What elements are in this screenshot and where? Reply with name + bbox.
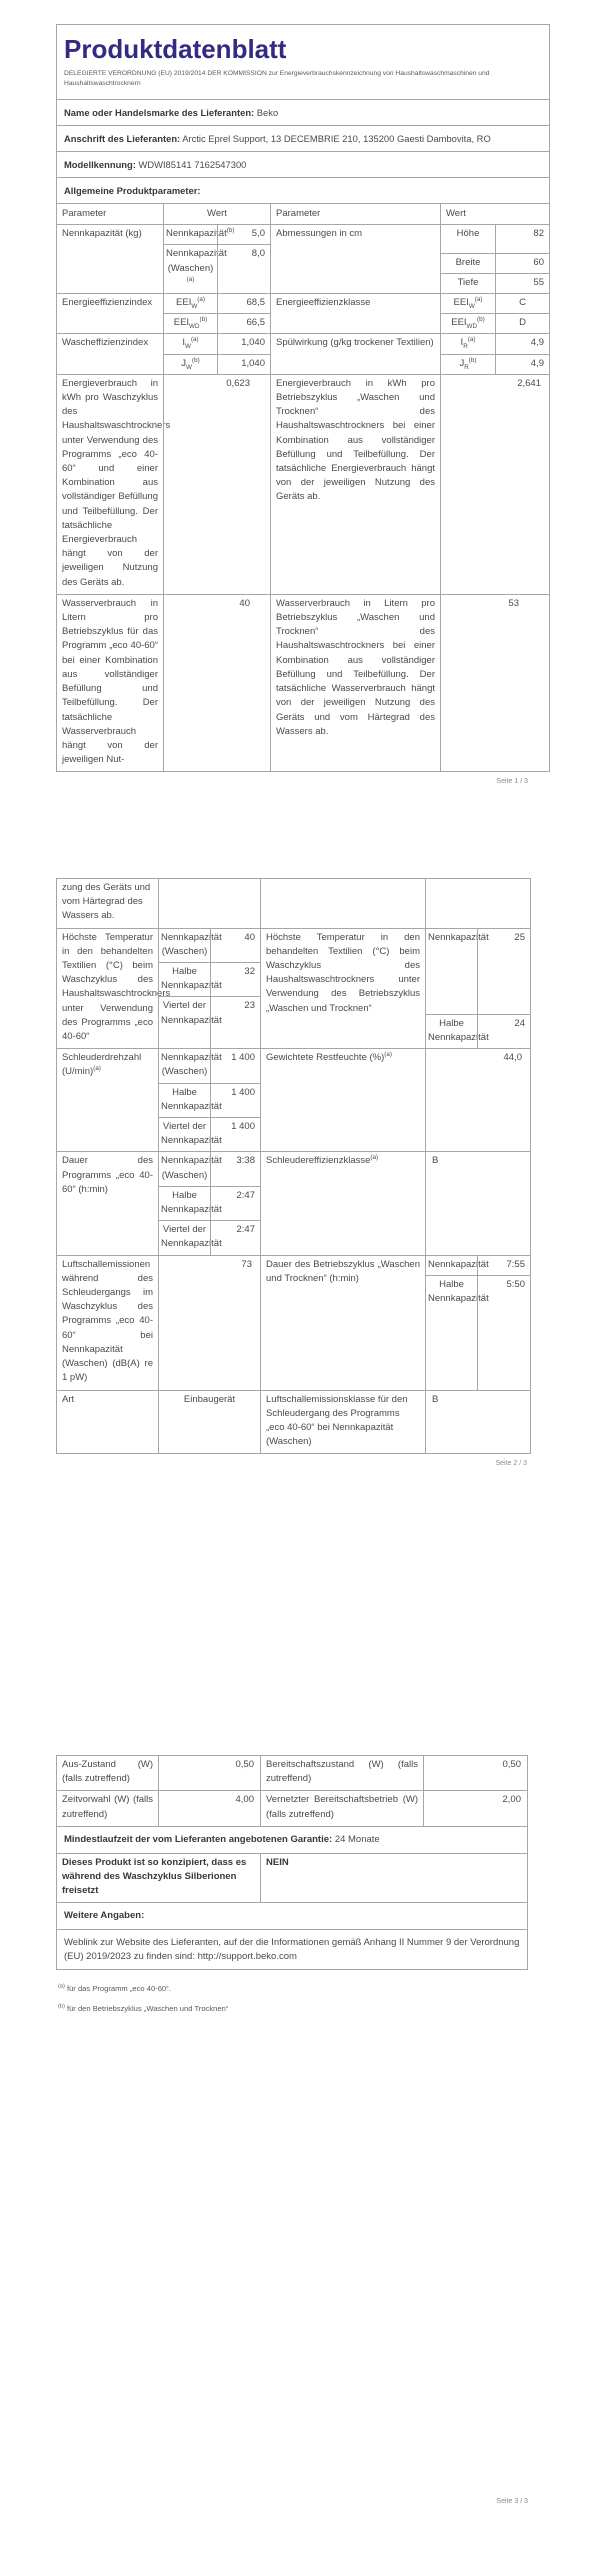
param-cell: Abmessungen in cm xyxy=(270,225,440,293)
page-1 xyxy=(56,24,550,785)
wert-cell xyxy=(158,1049,260,1151)
param-cell: Wascheffizienzindex xyxy=(62,337,149,349)
more-info-row xyxy=(57,1902,527,1929)
param-cell: Luftschallemissionsklasse für den Schleudergang des Programms „eco 40-60“ bei Nennkapazität (Waschen) xyxy=(260,1391,425,1454)
datasheet-box xyxy=(56,24,550,772)
sub-label: Nennkapazität (Waschen) xyxy=(161,1052,222,1078)
sub-row xyxy=(159,962,260,996)
table-row-energieeffizienz xyxy=(57,293,549,333)
datasheet-box-page3 xyxy=(56,1755,528,1970)
sub-value: 5:50 xyxy=(477,1276,530,1390)
sub-label: Nennkapazität xyxy=(428,931,489,943)
general-params-label: Allgemeine Produktparameter: xyxy=(64,185,201,196)
silver-ions-row xyxy=(57,1853,527,1903)
sub-label: Nennkapazität xyxy=(428,1258,489,1270)
wert-cell xyxy=(163,294,270,333)
wert-cell xyxy=(440,334,549,373)
wert-cell xyxy=(440,225,549,293)
wert-cell xyxy=(440,294,549,333)
sub-value: 32 xyxy=(210,963,260,996)
sub-label: Halbe Nennkapazität xyxy=(161,966,222,992)
param-cell: Energieeffizienzindex xyxy=(62,297,153,309)
page-number-3: Seite 3 / 3 xyxy=(496,2498,528,2505)
sub-value: 68,5 xyxy=(217,294,270,313)
param-cell xyxy=(260,879,425,928)
value-cell: 2,641 xyxy=(440,375,549,594)
param-cell: Wasserverbrauch in Litern pro Betriebszyklus für das Programm „eco 40-60“ bei einer Kombination aus vollständiger Befüllung und Teilbefüllung. Der tatsächliche Wasserverbrauch hängt von der jeweiligen Nut- xyxy=(62,597,158,766)
weblink-label: Weblink zur Website des Lieferanten, auf der die Informationen gemäß Anhang II Nummer 9 der Verordnung (EU) 2019/2023 zu finden sind: xyxy=(64,1937,520,1962)
sub-label: $EEI_{WD}^{(b)}$ xyxy=(173,316,208,331)
sub-value: 1,040 xyxy=(217,334,270,353)
supplier-value: Beko xyxy=(256,107,279,118)
param-cell: Energieverbrauch in kWh pro Betriebszyklus „Waschen und Trocknen“ des Haushaltswaschtrockners bei einer Kombination aus vollständiger Befüllung und Teilbefüllung. Der tatsächliche Energieverbrauch hängt von der jeweiligen Nutzung des Geräts ab. xyxy=(270,375,440,594)
model-row xyxy=(57,151,549,177)
sub-label: $J_W^{(b)}$ xyxy=(181,356,200,371)
address-row xyxy=(57,125,549,151)
more-info-label: Weitere Angaben: xyxy=(64,1910,145,1922)
datasheet-box-page2 xyxy=(56,878,531,1454)
sub-value: 4,9 xyxy=(495,334,549,353)
value-cell: 0,50 xyxy=(423,1756,527,1790)
sub-row xyxy=(441,273,549,293)
sub-value: 1 400 xyxy=(210,1049,260,1082)
wert-cell xyxy=(163,225,270,293)
sub-value: 24 xyxy=(477,1015,530,1048)
sub-value: 4,9 xyxy=(495,355,549,374)
param-cell: Gewichtete Restfeuchte (%)$^{(a)}$ xyxy=(260,1049,425,1151)
sub-value: 40 xyxy=(210,929,260,962)
sub-label: Nennkapazität (Waschen)$^{(a)}$ xyxy=(166,248,227,283)
supplier-weblink[interactable]: http://support.beko.com xyxy=(197,1950,297,1962)
silver-ions-label: Dieses Produkt ist so konzipiert, dass es während des Waschzyklus Silberionen freisetzt xyxy=(62,1856,247,1897)
footnotes xyxy=(56,1979,528,2019)
table-row-wascheffizienz xyxy=(57,333,549,373)
wert-cell xyxy=(158,929,260,1049)
regulation-subtitle: DELEGIERTE VERORDNUNG (EU) 2019/2014 DER KOMMISSION zur Energieverbrauchskennzeichnung von Haushaltswaschmaschinen und Haushaltswaschtrocknern xyxy=(64,70,490,87)
warranty-row xyxy=(57,1826,527,1853)
col-header-parameter: Parameter xyxy=(270,204,440,224)
sub-label: Breite xyxy=(455,256,481,268)
page-number-1: Seite 1 / 3 xyxy=(496,778,528,786)
footnote-b: $^{(b)}$ für den Betriebszyklus „Waschen und Trocknen“ xyxy=(58,2003,229,2014)
sub-label: $I_W^{(a)}$ xyxy=(182,336,199,351)
sub-row xyxy=(441,354,549,374)
page-3 xyxy=(56,1755,528,2019)
model-label: Modellkennung: xyxy=(64,159,136,170)
supplier-label: Name oder Handelsmarke des Lieferanten: xyxy=(64,107,255,118)
sub-row xyxy=(164,294,270,313)
sub-label: Halbe Nennkapazität xyxy=(428,1278,489,1305)
sub-label: Tiefe xyxy=(457,276,479,288)
sub-label: Halbe Nennkapazität xyxy=(161,1189,222,1216)
page-title: Produktdatenblatt xyxy=(64,34,287,64)
weblink-row xyxy=(57,1929,527,1969)
sub-label: $EEI_W^{(a)}$ xyxy=(453,295,483,310)
sub-label: $J_R^{(b)}$ xyxy=(459,356,477,371)
sub-value: 2:47 xyxy=(210,1221,260,1254)
sub-row xyxy=(426,929,530,1014)
sub-row xyxy=(159,1186,260,1220)
sub-label: Viertel der Nennkapazität xyxy=(161,1224,222,1250)
sub-value: 82 xyxy=(495,225,549,252)
wert-cell xyxy=(425,879,530,928)
param-cell: Spülwirkung (g/kg trockener Textilien) xyxy=(270,334,440,373)
sub-row xyxy=(164,334,270,353)
param-cell: Höchste Temperatur in den behandelten Textilien (°C) beim Waschzyklus des Haushaltswaschtrockners unter Verwendung des Betriebszyklus „Waschen und Trocknen“ xyxy=(260,929,425,1049)
warranty-label: Mindestlaufzeit der vom Lieferanten angebotenen Garantie: xyxy=(64,1833,333,1845)
sub-value: 2:47 xyxy=(210,1187,260,1220)
sub-value: 66,5 xyxy=(217,314,270,333)
sub-value: 5,0 xyxy=(217,225,270,244)
sub-value: 23 xyxy=(210,997,260,1048)
supplier-row xyxy=(57,99,549,125)
param-cell: Schleudereffizienzklasse$^{(a)}$ xyxy=(260,1152,425,1254)
sub-value: C xyxy=(495,294,549,313)
param-cell: Schleuderdrehzahl $(U/\min)^{(a)}$ xyxy=(62,1052,142,1078)
wert-cell xyxy=(158,879,260,928)
sub-row xyxy=(441,313,549,333)
table-row-aus-zustand xyxy=(57,1756,527,1790)
sub-value: 1 400 xyxy=(210,1084,260,1117)
page-number-2: Seite 2 / 3 xyxy=(495,1460,527,1468)
table-row-continuation xyxy=(57,879,530,928)
param-cell: Nennkapazität (kg) xyxy=(62,228,142,240)
table-header-row xyxy=(57,203,549,224)
sub-label: Halbe Nennkapazität xyxy=(161,1086,222,1112)
col-header-parameter: Parameter xyxy=(62,208,107,219)
document-header xyxy=(57,25,549,99)
sub-row xyxy=(441,253,549,273)
sub-value: 3:38 xyxy=(210,1152,260,1185)
warranty-value: 24 Monate xyxy=(334,1833,380,1845)
table-row-art xyxy=(57,1390,530,1454)
sub-label: $I_R^{(a)}$ xyxy=(460,336,476,351)
table-row-luftschallemissionen xyxy=(57,1255,530,1390)
table-row-schleuderdrehzahl xyxy=(57,1048,530,1151)
param-cell: Wasserverbrauch in Litern pro Betriebszyklus „Waschen und Trocknen“ des Haushaltswaschtrockners bei einer Kombination aus vollständiger Befüllung und Teilbefüllung. Der tatsächliche Wasserverbrauch hängt von der jeweiligen Nutzung des Geräts und vom Härtegrad des Wassers ab. xyxy=(270,595,440,771)
wert-cell xyxy=(158,1152,260,1254)
wert-cell xyxy=(425,1256,530,1390)
table-row-energieverbrauch xyxy=(57,374,549,594)
sub-row xyxy=(426,1256,530,1275)
value-cell: 0,623 xyxy=(163,375,270,594)
sub-row xyxy=(159,1117,260,1151)
table-row-hoechste-temperatur xyxy=(57,928,530,1049)
table-row-zeitvorwahl xyxy=(57,1790,527,1825)
sub-value: 1,040 xyxy=(217,355,270,374)
param-cell: Zeitvorwahl (W) (falls zutreffend) xyxy=(62,1794,153,1820)
param-cell: Aus-Zustand (W) (falls zutreffend) xyxy=(62,1759,153,1785)
sub-row xyxy=(164,244,270,293)
param-cell: Energieeffizienzklasse xyxy=(270,294,440,333)
sub-label: Nennkapazität (Waschen) xyxy=(161,1155,222,1181)
wert-cell xyxy=(425,929,530,1049)
sub-row xyxy=(164,225,270,244)
sub-value: 25 xyxy=(477,929,530,1014)
sub-row xyxy=(159,1083,260,1117)
table-row-dauer-programm xyxy=(57,1151,530,1254)
address-value: Arctic Eprel Support, 13 DECEMBRIE 210, 135200 Gaesti Dambovita, RO xyxy=(182,133,491,144)
value-cell: 44,0 xyxy=(425,1049,530,1151)
wert-cell xyxy=(163,334,270,373)
address-label: Anschrift des Lieferanten: xyxy=(64,133,181,144)
param-cell: Höchste Temperatur in den behandelten Textilien (°C) beim Waschzyklus des Haushaltswaschtrockners unter Verwendung des Programms „eco 40-60“ xyxy=(62,931,171,1043)
page-2 xyxy=(56,878,531,1467)
sub-label: Viertel der Nennkapazität xyxy=(161,1121,222,1147)
sub-label: Halbe Nennkapazität xyxy=(428,1017,489,1044)
sub-label: Viertel der Nennkapazität xyxy=(161,1000,222,1026)
sub-row xyxy=(426,1275,530,1390)
sub-row xyxy=(159,1220,260,1254)
value-cell: B xyxy=(425,1152,530,1254)
param-cell: Dauer des Programms „eco 40-60“ (h:min) xyxy=(62,1155,153,1195)
value-cell: 53 xyxy=(440,595,549,771)
param-cell: Bereitschaftszustand (W) (falls zutreffend) xyxy=(260,1756,423,1790)
table-row-nennkapazitaet xyxy=(57,224,549,293)
sub-row xyxy=(159,1152,260,1185)
general-params-row xyxy=(57,177,549,203)
sub-row xyxy=(164,354,270,374)
col-header-wert: Wert xyxy=(163,204,270,224)
value-cell: 73 xyxy=(158,1256,260,1390)
sub-row xyxy=(441,294,549,313)
sub-value: 1 400 xyxy=(210,1118,260,1151)
sub-label: $EEI_{WD}^{(b)}$ xyxy=(451,316,485,331)
table-row-wasserverbrauch xyxy=(57,594,549,771)
sub-row xyxy=(159,996,260,1048)
value-cell: 2,00 xyxy=(423,1791,527,1825)
col-header-wert: Wert xyxy=(440,204,549,224)
value-cell: 40 xyxy=(163,595,270,771)
value-cell: B xyxy=(425,1391,530,1454)
sub-row xyxy=(164,313,270,333)
value-cell: 0,50 xyxy=(158,1756,260,1790)
param-cell: Energieverbrauch in kWh pro Waschzyklus des Haushaltswaschtrockners unter Verwendung des Programms „eco 40-60“ und einer Kombination aus vollständiger Befüllung und Teilbefüllung. Der tatsächliche Energieverbrauch hängt von der jeweiligen Nutzung des Geräts ab. xyxy=(62,377,171,588)
sub-row xyxy=(441,334,549,353)
value-cell: 4,00 xyxy=(158,1791,260,1825)
sub-value: 7:55 xyxy=(477,1256,530,1275)
sub-value: 8,0 xyxy=(217,245,270,293)
sub-row xyxy=(159,1049,260,1082)
sub-value: D xyxy=(495,314,549,333)
sub-label: Höhe xyxy=(456,228,480,240)
sub-label: $EEI_W^{(a)}$ xyxy=(176,295,205,310)
sub-row xyxy=(426,1014,530,1048)
sub-row xyxy=(159,929,260,962)
value-cell: Einbaugerät xyxy=(158,1391,260,1454)
silver-ions-value: NEIN xyxy=(260,1854,527,1903)
sub-value: 60 xyxy=(495,254,549,273)
sub-label: Nennkapazität$^{(b)}$ xyxy=(166,227,235,240)
param-cell: zung des Geräts und vom Härtegrad des Wassers ab. xyxy=(62,882,151,922)
param-cell: Luftschallemissionen während des Schleudergangs im Waschzyklus des Programms „eco 40-60“ bei Nennkapazität (Waschen) (dB(A) re 1 pW) xyxy=(62,1258,153,1384)
model-value: WDWI85141 7162547300 xyxy=(138,159,247,170)
sub-label: Nennkapazität (Waschen) xyxy=(161,931,222,957)
param-cell: Art xyxy=(62,1393,75,1405)
param-cell: Vernetzter Bereitschaftsbetrieb (W) (falls zutreffend) xyxy=(260,1791,423,1825)
param-cell: Dauer des Betriebszyklus „Waschen und Trocknen“ (h:min) xyxy=(260,1256,425,1390)
sub-row xyxy=(441,225,549,252)
footnote-a: $^{(a)}$ für das Programm „eco 40-60“. xyxy=(58,1983,171,1994)
sub-value: 55 xyxy=(495,274,549,293)
